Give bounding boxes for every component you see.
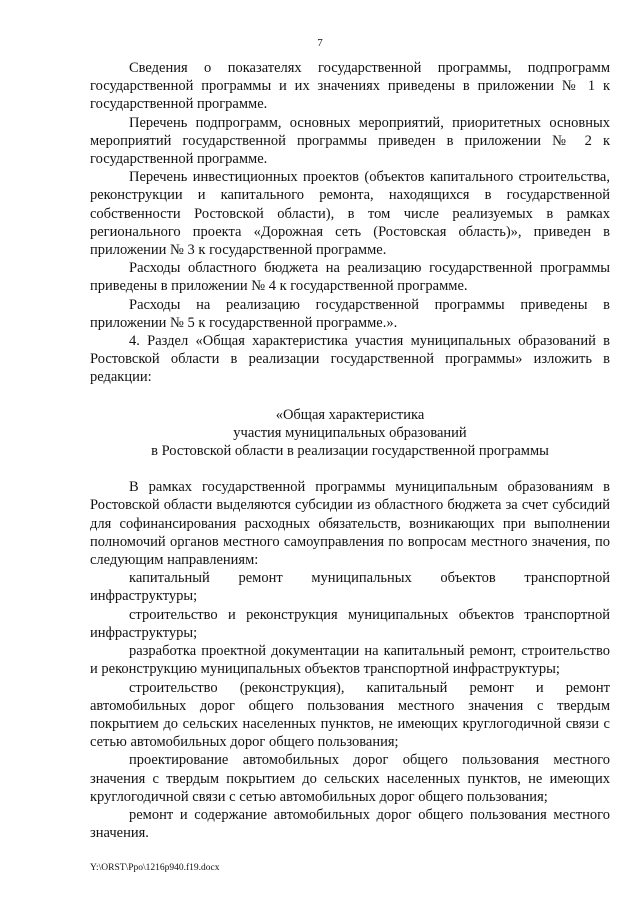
paragraph-regional-budget-expenses: Расходы областного бюджета на реализацию государственной программы приведены в приложении № 4 к государственной программе. [90, 260, 610, 295]
list-item-capital-repair: капитальный ремонт муниципальных объектов транспортной инфраструктуры; [90, 570, 610, 605]
list-item-design-documentation: разработка проектной документации на капитальный ремонт, строительство и реконструкцию муниципальных объектов транспортной инфраструктуры; [90, 643, 610, 678]
section-heading-line: в Ростовской области в реализации государственной программы [151, 443, 549, 460]
section-heading-line: участия муниципальных образований [233, 424, 467, 441]
section-heading-line: «Общая характеристика [275, 406, 425, 423]
page-number: 7 [317, 37, 323, 49]
list-item-construction: строительство и реконструкция муниципальных объектов транспортной инфраструктуры; [90, 606, 610, 641]
list-item-rural-roads-construction: строительство (реконструкция), капитальный ремонт и ремонт автомобильных дорог общего пользования местного значения с твердым покрытием до сельских населенных пунктов, не имеющих круглогодичной связи с сетью автомобильных дорог общего пользования; [90, 679, 610, 751]
footer-file-path: Y:\ORST\Ppo\1216p940.f19.docx [90, 863, 220, 873]
paragraph-section-4-amendment: 4. Раздел «Общая характеристика участия муниципальных образований в Ростовской области в реализации государственной программы» изложить в редакции: [90, 333, 610, 386]
document-body [90, 59, 610, 842]
paragraph-indicators: Сведения о показателях государственной программы, подпрограмм государственной программы и их значениях приведены в приложении № 1 к государственной программе. [90, 60, 610, 113]
list-item-road-maintenance: ремонт и содержание автомобильных дорог общего пользования местного значения. [90, 806, 610, 842]
paragraph-program-expenses: Расходы на реализацию государственной программы приведены в приложении № 5 к государственной программе.». [90, 296, 610, 331]
paragraph-investment-projects: Перечень инвестиционных проектов (объектов капитального строительства, реконструкции и капитального ремонта, находящихся в государственной собственности Ростовской области), в том числе реализуемых в рамках регионального проекта «Дорожная сеть (Ростовская область)», приведен в приложении № 3 к государственной программе. [90, 169, 610, 259]
list-item-rural-roads-design: проектирование автомобильных дорог общего пользования местного значения с твердым покрытием до сельских населенных пунктов, не имеющих круглогодичной связи с сетью автомобильных дорог общего пользования; [90, 752, 610, 805]
section-heading [90, 406, 610, 461]
paragraph-subsidies-intro: В рамках государственной программы муниципальным образованиям в Ростовской области выделяются субсидии из областного бюджета за счет субсидий для софинансирования расходных обязательств, возникающих при выполнении полномочий органов местного самоуправления по вопросам местного значения, по следующим направлениям: [90, 479, 610, 569]
paragraph-subprograms-list: Перечень подпрограмм, основных мероприятий, приоритетных основных мероприятий государственной программы приведен в приложении № 2 к государственной программе. [90, 114, 610, 168]
